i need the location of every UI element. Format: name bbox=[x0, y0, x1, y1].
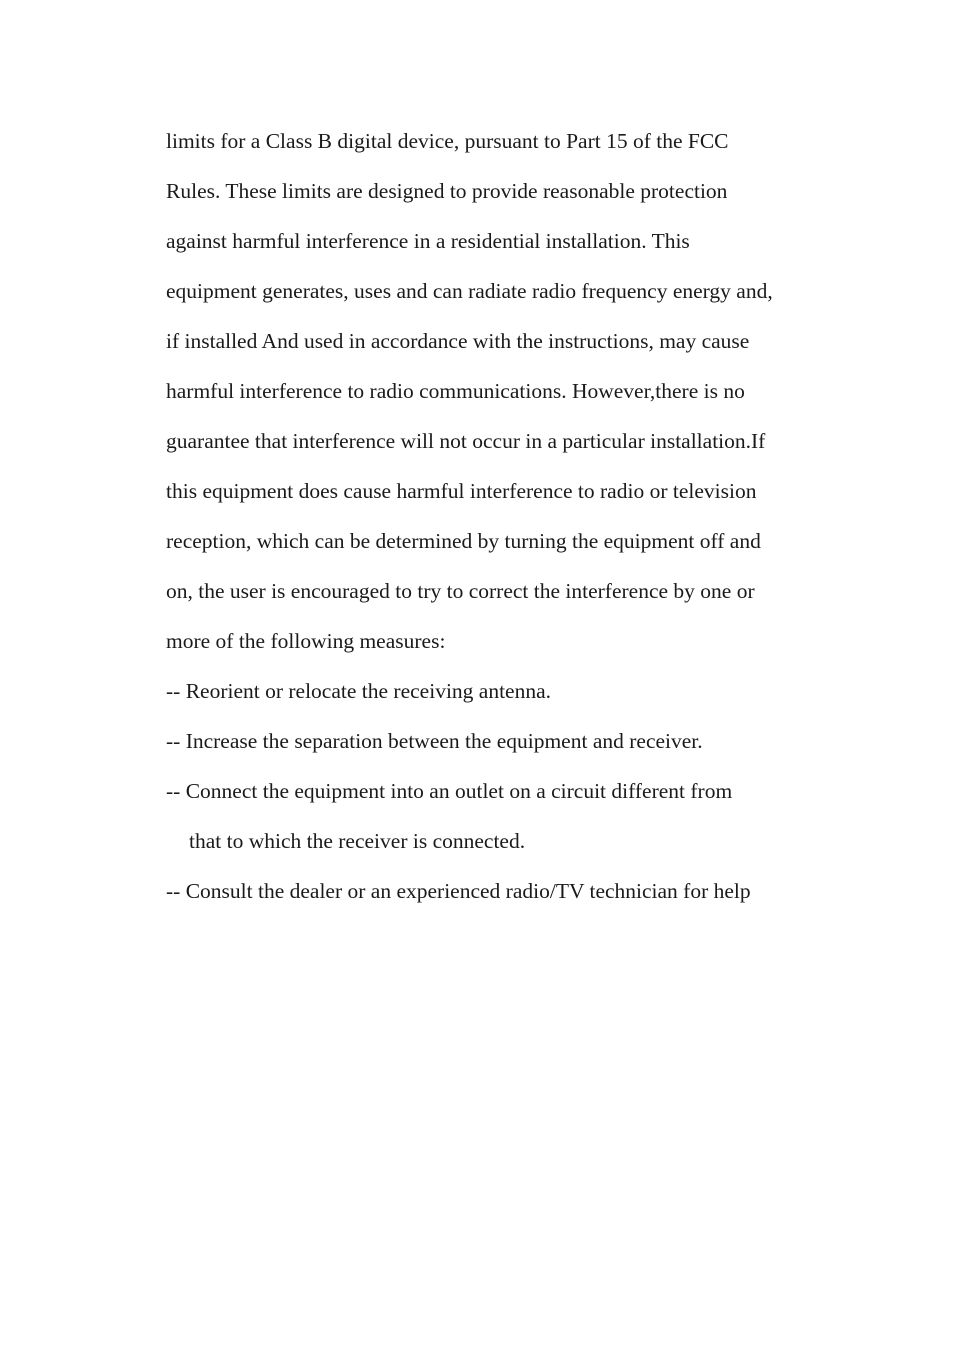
paragraph-line: on, the user is encouraged to try to correct the interference by one or bbox=[166, 579, 755, 603]
paragraph-line: guarantee that interference will not occur in a particular installation.If bbox=[166, 429, 766, 453]
paragraph-line: against harmful interference in a residential installation. This bbox=[166, 229, 690, 253]
paragraph-line: this equipment does cause harmful interference to radio or television bbox=[166, 479, 757, 503]
measure-item: -- Connect the equipment into an outlet on a circuit different from bbox=[166, 779, 733, 803]
measure-item: -- Reorient or relocate the receiving antenna. bbox=[166, 679, 552, 703]
paragraph-line: harmful interference to radio communications. However,there is no bbox=[166, 379, 745, 403]
measure-item: -- Consult the dealer or an experienced radio/TV technician for help bbox=[166, 879, 751, 903]
paragraph-line: more of the following measures: bbox=[166, 629, 446, 653]
paragraph-line: limits for a Class B digital device, pursuant to Part 15 of the FCC bbox=[166, 129, 729, 153]
measure-item-continuation: that to which the receiver is connected. bbox=[189, 829, 526, 853]
paragraph-line: if installed And used in accordance with the instructions, may cause bbox=[166, 329, 750, 353]
measure-item: -- Increase the separation between the equipment and receiver. bbox=[166, 729, 703, 753]
paragraph-line: equipment generates, uses and can radiate radio frequency energy and, bbox=[166, 279, 773, 303]
paragraph-line: Rules. These limits are designed to provide reasonable protection bbox=[166, 179, 728, 203]
paragraph-line: reception, which can be determined by turning the equipment off and bbox=[166, 529, 761, 553]
